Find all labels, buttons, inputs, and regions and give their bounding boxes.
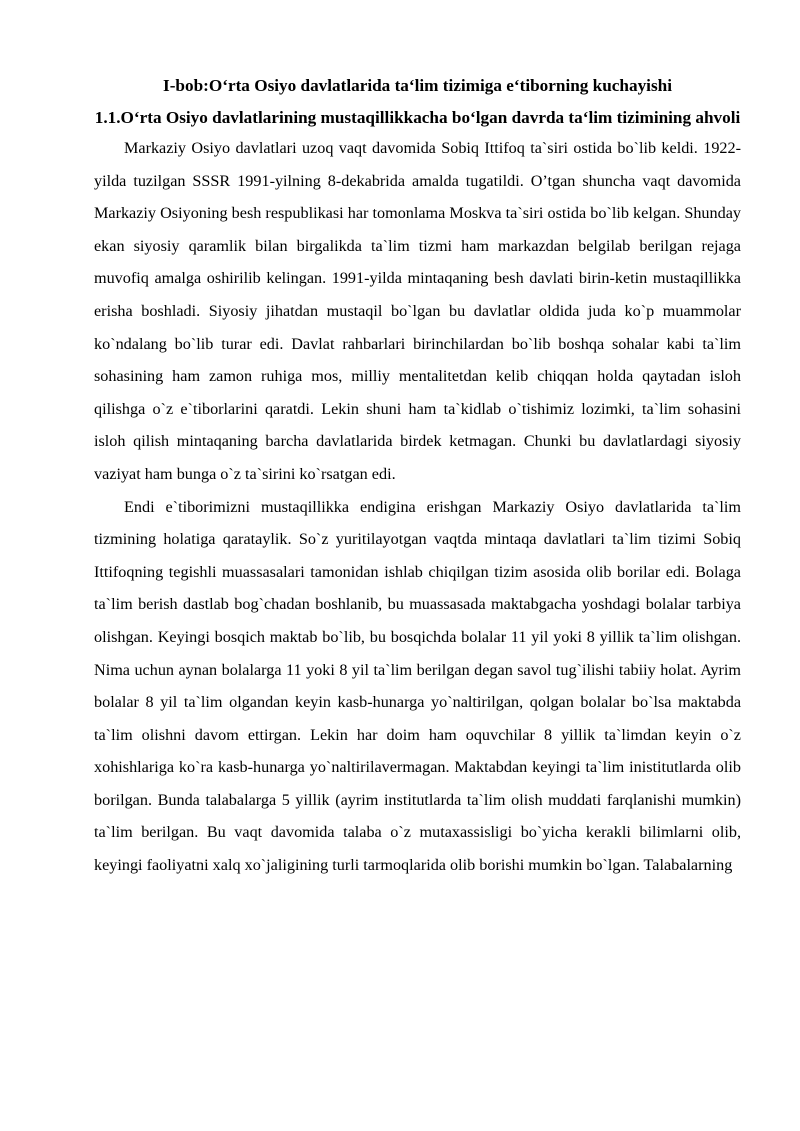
body-paragraph-1: Markaziy Osiyo davlatlari uzoq vaqt davomida Sobiq Ittifoq ta`siri ostida bo`lib keldi. 1922-yilda tuzilgan SSSR 1991-yilning 8-dekabrida amalda tugatildi. O’tgan shuncha vaqt davomida Markaziy Osiyoning besh respublikasi har tomonlama Moskva ta`siri ostida bo`lib kelgan. Shunday ekan siyosiy qaramlik bilan birgalikda ta`lim tizmi ham markazdan belgilab berilgan rejaga muvofiq amalga oshirilib kelingan. 1991-yilda mintaqaning besh davlati birin-ketin mustaqillikka erisha boshladi. Siyosiy jihatdan mustaqil bo`lgan bu davlatlar oldida juda ko`p muammolar ko`ndalang bo`lib turar edi. Davlat rahbarlari birinchilardan bo`lib boshqa sohalar kabi ta`lim sohasining ham zamon ruhiga mos, milliy mentalitetdan kelib chiqqan holda qaytadan isloh qilishga o`z e`tiborlarini qaratdi. Lekin shuni ham ta`kidlab o`tishimiz lozimki, ta`lim sohasini isloh qilish mintaqaning barcha davlatlarida birdek ketmagan. Chunki bu davlatlardagi siyosiy vaziyat ham bunga o`z ta`sirini ko`rsatgan edi.	[94, 139, 741, 483]
section-title: 1.1.O‘rta Osiyo davlatlarining mustaqillikkacha bo‘lgan davrda ta‘lim tizimining ahvoli	[94, 108, 741, 127]
chapter-title: I-bob:O‘rta Osiyo davlatlarida ta‘lim tizimiga e‘tiborning kuchayishi	[163, 76, 672, 95]
document-page	[94, 72, 741, 882]
body-paragraph-2: Endi e`tiborimizni mustaqillikka endigina erishgan Markaziy Osiyo davlatlarida ta`lim tizmining holatiga qarataylik. So`z yuritilayotgan vaqtda mintaqa davlatlari ta`lim tizimi Sobiq Ittifoqning tegishli muassasalari tamonidan ishlab chiqilgan tizim asosida olib borilar edi. Bolaga ta`lim berish dastlab bog`chadan boshlanib, bu muassasada maktabgacha yoshdagi bolalar tarbiya olishgan. Keyingi bosqich maktab bo`lib, bu bosqichda bolalar 11 yil yoki 8 yillik ta`lim olishgan. Nima uchun aynan bolalarga 11 yoki 8 yil ta`lim berilgan degan savol tug`ilishi tabiiy holat. Ayrim bolalar 8 yil ta`lim olgandan keyin kasb-hunarga yo`naltirilgan, qolgan bolalar bo`lsa maktabda ta`lim olishni davom ettirgan. Lekin har doim ham oquvchilar 8 yillik ta`limdan keyin o`z xohishlariga ko`ra kasb-hunarga yo`naltirilavermagan. Maktabdan keyingi ta`lim inistitutlarda olib borilgan. Bunda talabalarga 5 yillik (ayrim institutlarda ta`lim olish muddati farqlanishi mumkin) ta`lim berilgan. Bu vaqt davomida talaba o`z mutaxassisligi bo`yicha kerakli bilimlarni olib, keyingi faoliyatni xalq xo`jaligining turli tarmoqlarida olib borishi mumkin bo`lgan. Talabalarning	[94, 497, 741, 875]
